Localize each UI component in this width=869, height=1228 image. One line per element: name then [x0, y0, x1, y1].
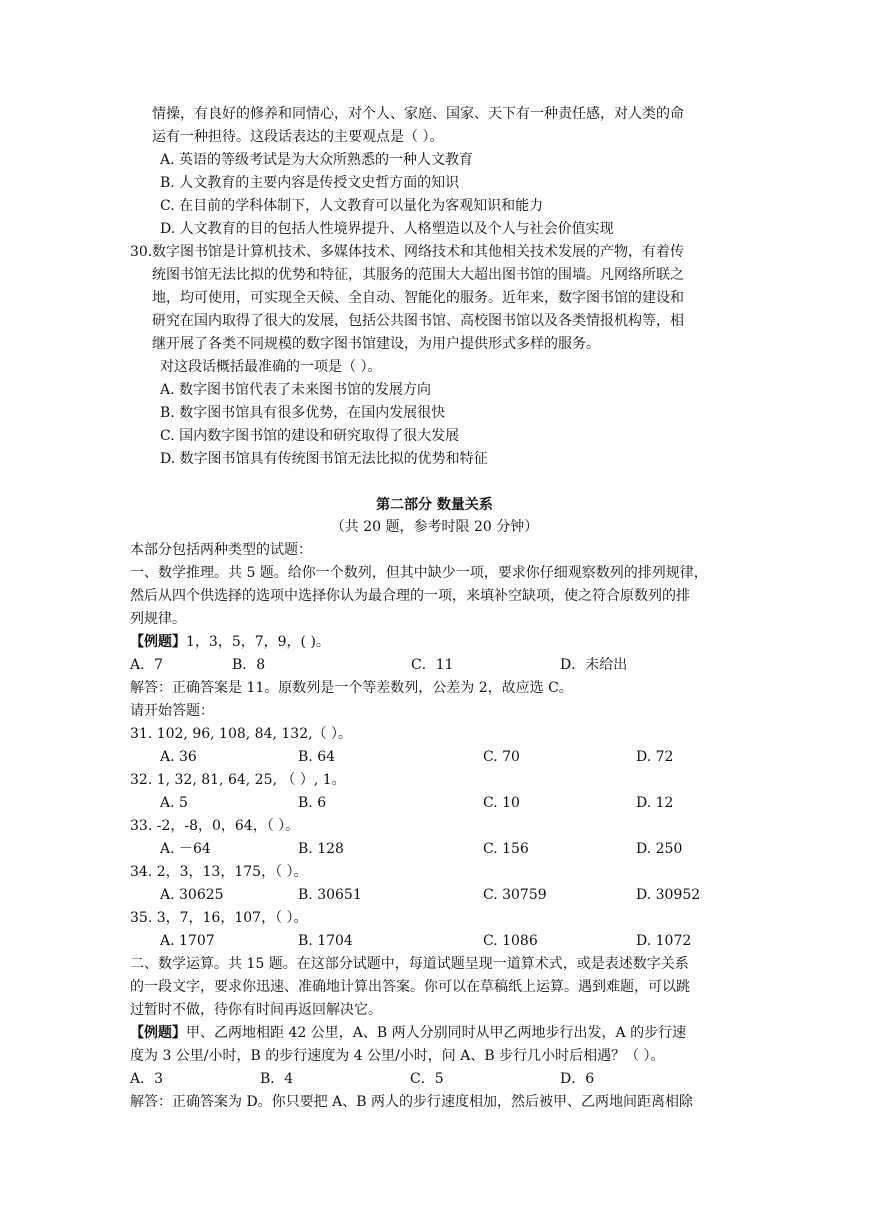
q32-stem: 32. 1, 32, 81, 64, 25, （ ）, 1。 — [130, 772, 346, 788]
q30-option-a: A. 数字图书馆代表了未来图书馆的发展方向 — [160, 382, 432, 398]
q32-option-c: C. 10 — [483, 795, 520, 811]
example1-text: 1，3，5，7，9，( )。 — [186, 634, 330, 650]
example2-option-c: C．5 — [410, 1071, 444, 1087]
q32-option-a: A. 5 — [160, 795, 188, 811]
part1-line-1: 一、数学推理。共 5 题。给你一个数列，但其中缺少一项，要求你仔细观察数列的排列规律， — [130, 565, 708, 581]
q30-option-c: C. 国内数字图书馆的建设和研究取得了很大发展 — [160, 428, 460, 444]
example2 — [130, 1022, 686, 1044]
q34-option-a: A. 30625 — [160, 887, 224, 903]
part1-line-2: 然后从四个供选择的选项中选择你认为最合理的一项，来填补空缺项，使之符合原数列的排 — [130, 588, 690, 604]
q35-option-c: C. 1086 — [483, 933, 538, 949]
example1-label: 【例题】 — [130, 634, 186, 650]
q35-stem: 35. 3，7，16，107，（ ）。 — [130, 910, 308, 926]
example2-line-1: 甲、乙两地相距 42 公里，A、B 两人分别同时从甲乙两地步行出发，A 的步行速 — [186, 1025, 687, 1041]
example1-answer: 解答：正确答案是 11。原数列是一个等差数列，公差为 2，故应选 C。 — [130, 680, 573, 696]
section-intro: 本部分包括两种类型的试题： — [130, 542, 312, 558]
q30-number: 30. — [130, 244, 153, 260]
q29-option-b: B. 人文教育的主要内容是传授文史哲方面的知识 — [160, 175, 460, 191]
example2-line-2: 度为 3 公里/小时，B 的步行速度为 4 公里/小时，问 A、B 步行几小时后相遇？（ ）。 — [130, 1048, 665, 1064]
q32-option-b: B. 6 — [298, 795, 327, 811]
q30-option-d: D. 数字图书馆具有传统图书馆无法比拟的优势和特征 — [160, 451, 488, 467]
example2-answer: 解答：正确答案为 D。你只要把 A、B 两人的步行速度相加，然后被甲、乙两地间距离相除 — [130, 1094, 693, 1110]
q34-option-d: D. 30952 — [636, 887, 701, 903]
q33-option-d: D. 250 — [636, 841, 683, 857]
q30-text-line-2: 统图书馆无法比拟的优势和特征，其服务的范围大大超出图书馆的围墙。凡网络所联之 — [152, 267, 684, 283]
q29-option-d: D. 人文教育的目的包括人性境界提升、人格塑造以及个人与社会价值实现 — [160, 221, 614, 237]
example2-option-d: D．6 — [560, 1071, 595, 1087]
q30-text-line-4: 研究在国内取得了很大的发展，包括公共图书馆、高校图书馆以及各类情报机构等，相 — [152, 313, 684, 329]
q32-option-d: D. 12 — [636, 795, 674, 811]
q31-stem: 31. 102, 96, 108, 84, 132,（ ）。 — [130, 726, 353, 742]
q30-text-line-5: 继开展了各类不同规模的数字图书馆建设，为用户提供形式多样的服务。 — [152, 336, 600, 352]
start-prompt: 请开始答题： — [130, 703, 214, 719]
q29-text-line-2: 运有一种担待。这段话表达的主要观点是（ ）。 — [152, 129, 444, 145]
example1-option-b: B．8 — [232, 657, 266, 673]
q30-text-line-3: 地，均可使用，可实现全天候、全自动、智能化的服务。近年来，数字图书馆的建设和 — [152, 290, 684, 306]
part1-line-3: 列规律。 — [130, 611, 186, 627]
q33-stem: 33. -2，-8，0，64，（ ）。 — [130, 818, 300, 834]
example1-option-d: D．未给出 — [560, 657, 628, 673]
q29-option-a: A. 英语的等级考试是为大众所熟悉的一种人文教育 — [160, 152, 474, 168]
q35-option-d: D. 1072 — [636, 933, 692, 949]
q30-text-line-1: 数字图书馆是计算机技术、多媒体技术、网络技术和其他相关技术发展的产物，有着传 — [152, 244, 684, 260]
example2-option-b: B．4 — [260, 1071, 294, 1087]
q31-option-a: A. 36 — [160, 749, 197, 765]
q35-option-a: A. 1707 — [160, 933, 215, 949]
part2-line-3: 过暂时不做，待你有时间再返回解决它。 — [130, 1002, 382, 1018]
q31-option-b: B. 64 — [298, 749, 336, 765]
q33-option-b: B. 128 — [298, 841, 344, 857]
q34-option-b: B. 30651 — [298, 887, 362, 903]
part2-line-1: 二、数学运算。共 15 题。在这部分试题中，每道试题呈现一道算术式，或是表述数字关系 — [130, 956, 689, 972]
q29-option-c: C. 在目前的学科体制下，人文教育可以量化为客观知识和能力 — [160, 198, 544, 214]
q35-option-b: B. 1704 — [298, 933, 353, 949]
q34-option-c: C. 30759 — [483, 887, 547, 903]
q29-text-line-1: 情操，有良好的修养和同情心，对个人、家庭、国家、天下有一种责任感，对人类的命 — [152, 106, 684, 122]
q30-question: 对这段话概括最准确的一项是（ ）。 — [160, 359, 382, 375]
section-subtitle: （共 20 题，参考时限 20 分钟） — [330, 519, 539, 535]
example2-label: 【例题】 — [130, 1025, 186, 1041]
q31-option-c: C. 70 — [483, 749, 520, 765]
section-title: 第二部分 数量关系 — [376, 497, 493, 513]
q34-stem: 34. 2，3，13，175，（ ）。 — [130, 864, 308, 880]
example1 — [130, 631, 330, 653]
example1-option-c: C．11 — [411, 657, 454, 673]
part2-line-2: 的一段文字，要求你迅速、准确地计算出答案。你可以在草稿纸上运算。遇到难题，可以跳 — [130, 979, 690, 995]
q30-option-b: B. 数字图书馆具有很多优势，在国内发展很快 — [160, 405, 446, 421]
q33-option-c: C. 156 — [483, 841, 529, 857]
q31-option-d: D. 72 — [636, 749, 674, 765]
example2-option-a: A．3 — [130, 1071, 164, 1087]
q33-option-a: A. －64 — [160, 841, 211, 857]
example1-option-a: A．7 — [130, 657, 164, 673]
